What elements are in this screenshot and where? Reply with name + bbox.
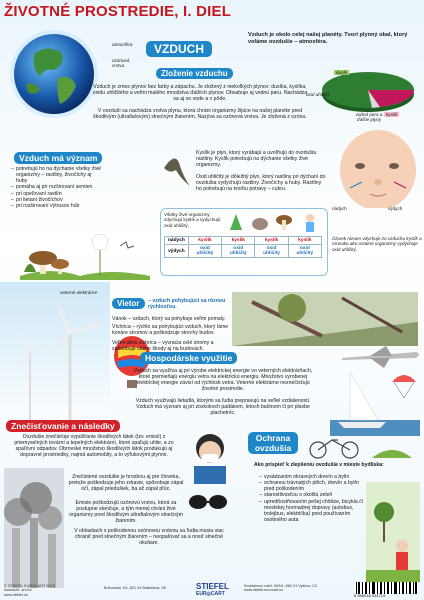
velmi-silna-text: Veľmi silná víchrica – vyvracia celé stromy a spôsobuje vážne škody aj na budovách. <box>112 340 214 353</box>
vyznam-item: – pri opeľovaní rastlín <box>11 191 102 197</box>
pie-label-co2: oxid uhličitý <box>306 92 330 97</box>
znecistovanie-heading: Znečisťovanie a následky <box>6 420 120 432</box>
storm-damage-photo <box>232 292 418 346</box>
ochrana-list <box>254 474 364 523</box>
ochrana-item: – upredňostňovaním pešej chôdze, bicykla či mestskej hromadnej dopravy (autobus, trolejbus, električka) pred používaním osobného auta <box>259 499 364 524</box>
factory-smoke-illustration <box>4 468 64 588</box>
barcode-number: 8 586018 034713 <box>354 593 386 598</box>
page-title: ŽIVOTNÉ PROSTREDIE, I. DIEL <box>4 3 232 20</box>
ochrana-heading: Ochrana ovzdušia <box>248 432 298 454</box>
baby-exhale-label: výdych <box>388 206 403 211</box>
airplane-illustration <box>340 344 422 368</box>
oxid-text <box>196 174 326 192</box>
organisms-note: Všetky živé organizmy vdychujú kyslík a vydychujú oxid uhličitý. <box>164 212 221 228</box>
baby-inhale-label: nádych <box>332 206 347 211</box>
row-label: výdych <box>165 245 189 258</box>
atmosphere-label: atmosféra <box>112 42 133 47</box>
bird-icon <box>162 148 192 188</box>
cell: kyslík <box>288 237 321 245</box>
zlozenie-heading: Zloženie vzduchu <box>156 68 233 79</box>
table-row <box>165 245 322 258</box>
vyznam-list <box>6 166 102 209</box>
turbines-label: veterné elektrárne <box>60 290 98 295</box>
sunglasses-icon <box>186 488 230 518</box>
footer-left: © STIEFEL EUROCART 2015 Ilustrácie: archív www.stiefel.sk <box>4 584 55 597</box>
bicycle-illustration <box>292 432 416 460</box>
vzduch-intro: Vzduch je okolo celej našej planéty. Tvorí plynný obal, ktorý voláme ovzdušie – atmosféra. <box>248 32 408 45</box>
vyznam-item: – potrebujú ho na dýchanie všetky živé organizmy – rastliny, živočíchy aj huby <box>11 166 102 184</box>
kyslik-text <box>196 150 326 168</box>
tree-icon <box>230 214 242 230</box>
zlozenie-p2: V ovzduší sa nachádza vrstva plynu, ktorá chráni organizmy žijúce na našej planéte pred škodlivým (ultrafialovým) slnečným žiarením. Nazýva sa ozónová vrstva. Je zložená z ozónu. <box>93 108 307 121</box>
vietor-subtitle: – vzduch pohybujúci sa rôznou rýchlosťou. <box>148 298 226 311</box>
ozone-label: ozónová vrstva <box>112 58 130 69</box>
hosp-p1: Vzduch sa využíva aj pri výrobe elektrickej energie vo veterných elektrárňach, ktoré premieňajú energiu vetra na elektrickú energiu. Množstvo vyrobenej elektrickej energie závisí od rýchlosti vetra. Veterné elektrárne neznečisťujú životné prostredie. <box>133 368 313 393</box>
footer-right: Smetanovo nábř. 693/4, 682 01 Vyškov, CZ www.stiefel-eurocart.cz <box>244 584 318 593</box>
vyznam-item: – pri rozširovaní výtrusov húb <box>11 203 102 209</box>
wind-turbines-illustration <box>0 282 110 432</box>
baby-caption: Človek nosom vdychuje zo vzduchu kyslík a ronnako ako ostatné organizmy vydychuje oxid uhličitý. <box>332 236 422 252</box>
ochrana-item: – ochranou trávnatých plôch, drevín a bylín pred poškodením <box>259 480 364 492</box>
oxid-text-span: Oxid uhličitý je dôležitý plyn, ktorý rastliny pri dýchaní do ovzdušia vydychujú rastliny. Živočíchy a huby. Rastliny ho potrebujú na tvorbu potravy – cukru. <box>196 174 326 193</box>
child-icon <box>306 214 314 222</box>
cell: oxid uhličitý <box>288 245 321 258</box>
cell: oxid uhličitý <box>222 245 255 258</box>
cell: kyslík <box>188 237 221 245</box>
znecistovanie-p3: Emisie poškodzujú ozónovú vrstvu, ktorá sa postupne stenčuje, a tým menej chráni živé organizmy pred škodlivým ultrafialovým slnečným žiarením. <box>69 500 183 525</box>
vyznam-item: – pomáha aj pri rozširovaní semien <box>11 184 102 190</box>
cell: oxid uhličitý <box>188 245 221 258</box>
child-mask-photo <box>188 428 232 484</box>
ochrana-item: – starostlivosťou o okolitú zeleň <box>259 492 364 498</box>
znecistovanie-p4: V oblastiach s poškodenou ozónovou vrstvou sa ľudia musia viac chrániť pred slnečným žiarením – neopaľovať sa a nosiť slnečné okuliare. <box>74 528 224 547</box>
baby-face-illustration <box>330 128 420 208</box>
kyslik-text-span: Kyslík je plyn, ktorý vyrábajú a uvoľňujú do ovzdušia rastliny. Kyslík potrebujú na dýchanie všetky živé organizmy. <box>196 150 317 169</box>
tree-planting-photo <box>366 482 420 582</box>
nature-illustration <box>20 226 150 280</box>
cell: kyslík <box>255 237 288 245</box>
brand-logo: STIEFEL <box>196 582 229 591</box>
hosp-heading: Hospodárske využitie <box>140 352 237 364</box>
znecistovanie-p1: Ovzdušie znečisťuje vypúšťanie škodlivých látok (tzv. emisií) z priemyselných tovární a tepelných elektrární, ktoré spaľujú uhlie, a zo spaľovní odpadov. Obrovské množstvo škodlivých látok produkujú aj dopravné prostriedky, najmä automobily, a to výfukovými plynmi. <box>14 434 174 459</box>
row-label: nádych <box>165 237 189 245</box>
ochrana-item: – vysádzaním okrasných drevín a bylín <box>259 474 364 480</box>
vietor-heading: Vietor <box>112 298 145 309</box>
organisms-icons <box>226 210 324 234</box>
table-row <box>165 237 322 245</box>
vanok-text: Vánok – vzduch, ktorý sa pohybuje veľmi pomaly. <box>112 316 226 322</box>
vzduch-heading: VZDUCH <box>146 41 212 57</box>
vichrica-text: Víchrica – rýchlo sa pohybujúci vzduch, ktorý láme konáre stromov a poškodzuje strechy budov. <box>112 324 229 337</box>
cell: kyslík <box>222 237 255 245</box>
pie-label-other: vodná para a ďalšie plyny <box>355 112 383 123</box>
znecistovanie-p2: Znečistené ovzdušie je hrozbou aj pre človeka, pretože poškodzuje jeho zdravie, spôsobuje zápal očí, zápal priedušiek, ba až zápal pľúc. <box>68 474 184 493</box>
vyznam-item: – pri lietaní živočíchov <box>11 197 102 203</box>
footer-address: Bulharská 1/A, 821 04 Bratislava, SK <box>104 586 167 590</box>
brand-logo-sub: EUR◎CART <box>196 591 225 597</box>
deer-icon <box>252 218 268 230</box>
ochrana-intro: Ako prispieť k zlepšeniu ovzdušia v mieste bydliska: <box>254 462 384 468</box>
earth-illustration <box>6 24 102 120</box>
hosp-p2: Vzduch využívajú lietadlá, ktorými sa ľudia prepravujú na veľké vzdialenosti. Vzduch má význam aj pri zoskokoch padákom, letoch balónom či pri plavbe plachetníc. <box>135 398 311 417</box>
pie-label-nitrogen: dusík <box>336 70 347 75</box>
sailboat-parachute-illustration <box>330 368 420 436</box>
zlozenie-p1: Vzduch je zmes plynov bez farby a zápachu. Je zložený z niekoľkých plynov: dusíka, kyslíka, oxidu uhličitého a veľmi malého množstva ďalších plynov. Obsahuje aj vodnú paru. Nachádza sa aj vo vode a v pôde. <box>92 84 308 103</box>
cell: oxid uhličitý <box>255 245 288 258</box>
organisms-table <box>164 236 322 258</box>
vyznam-heading: Vzduch má význam <box>14 152 102 164</box>
pie-label-oxygen: kyslík <box>386 112 398 117</box>
